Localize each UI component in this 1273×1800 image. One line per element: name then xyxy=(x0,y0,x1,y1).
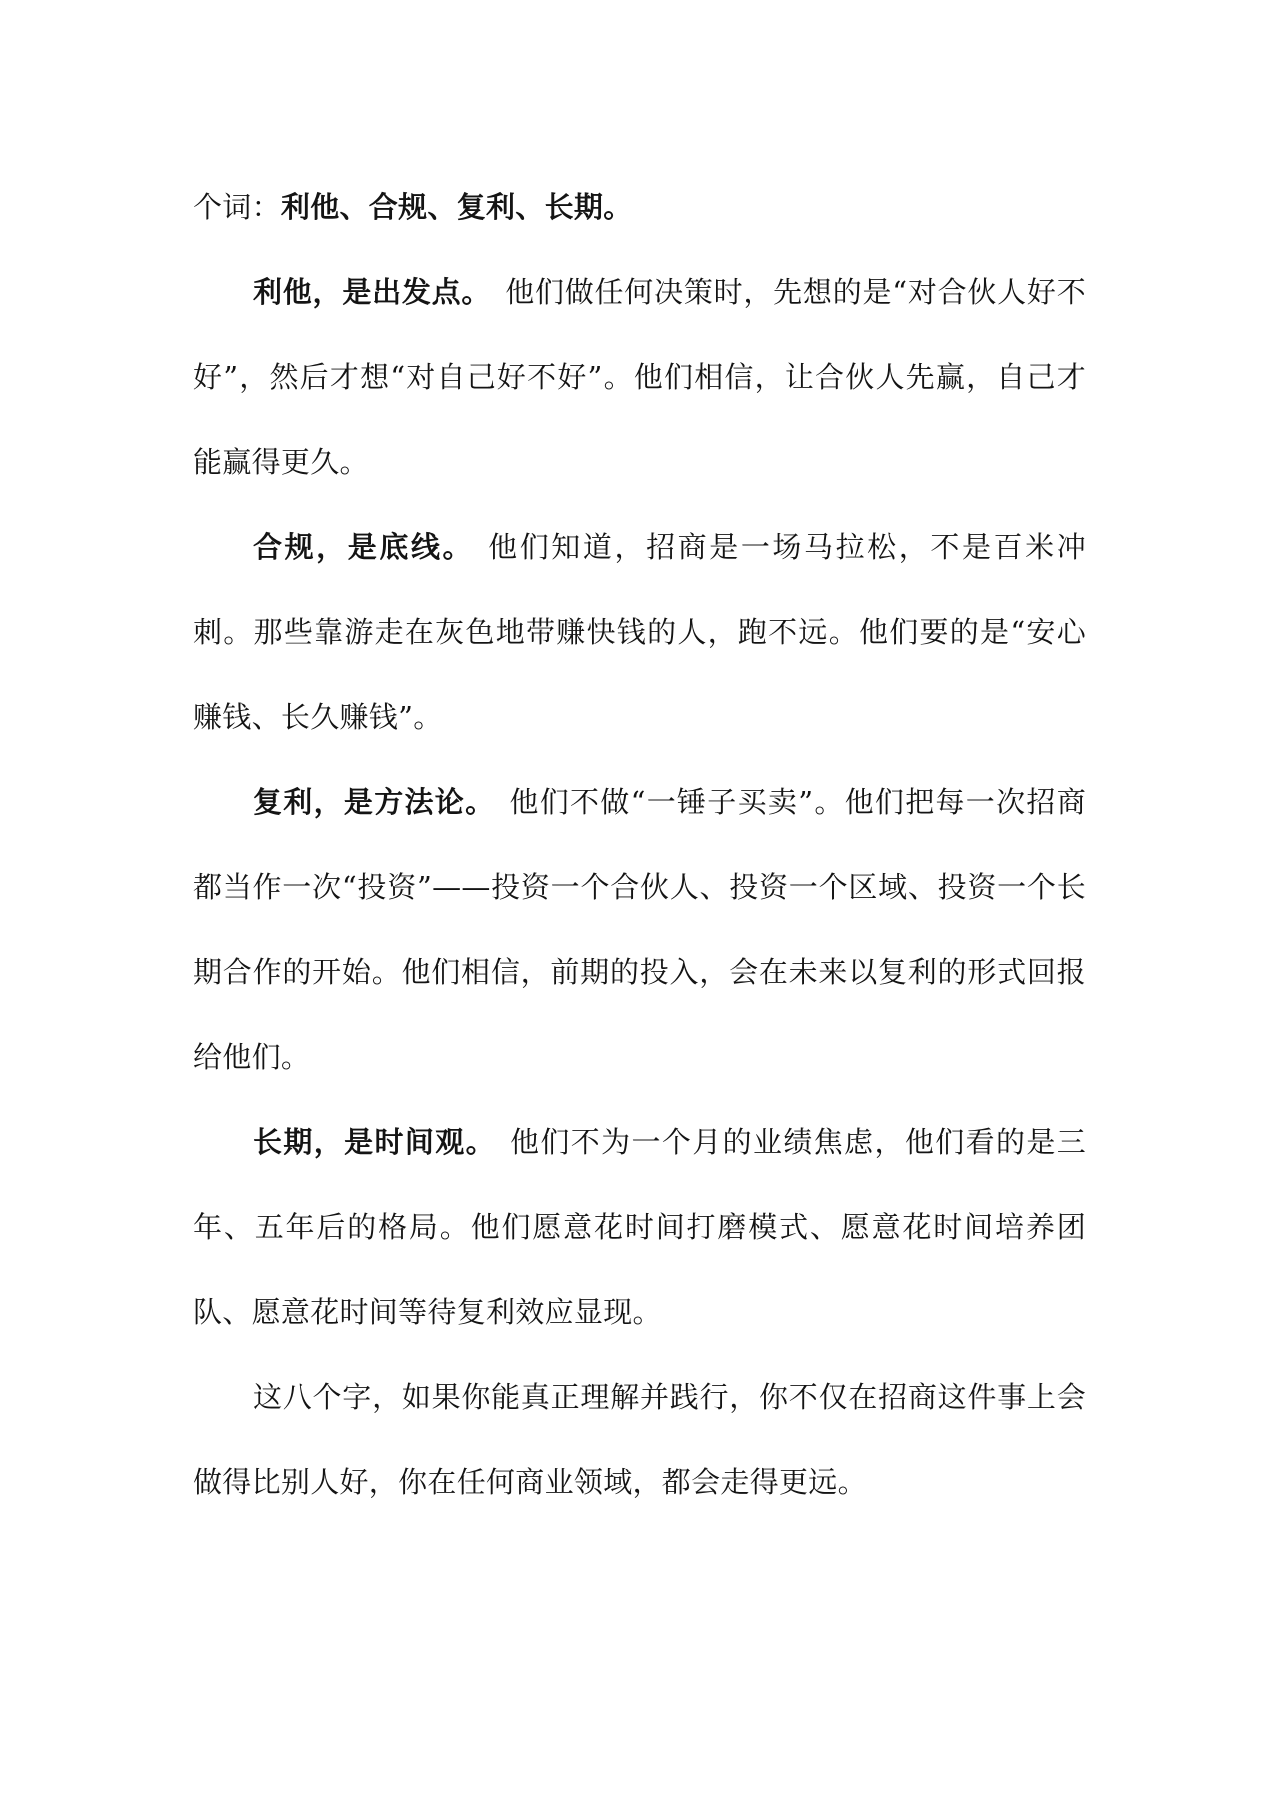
intro-keywords: 利他、合规、复利、长期。 xyxy=(280,190,633,224)
paragraph-compliance xyxy=(193,505,1086,760)
paragraph-text: 他们不做“一锤子买卖”。他们把每一次招商都当作一次“投资”——投资一个合伙人、投资一个区域、投资一个长期合作的开始。他们相信，前期的投入，会在未来以复利的形式回报给他们。 xyxy=(193,785,1086,1074)
intro-prefix: 个词： xyxy=(193,190,281,224)
closing-paragraph: 这八个字，如果你能真正理解并践行，你不仅在招商这件事上会做得比别人好，你在任何商业领域，都会走得更远。 xyxy=(193,1380,1086,1499)
paragraph-lead: 合规，是底线。 xyxy=(253,530,475,564)
paragraph-text: 他们做任何决策时，先想的是“对合伙人好不好”，然后才想“对自己好不好”。他们相信，让合伙人先赢，自己才能赢得更久。 xyxy=(193,275,1086,479)
paragraph-long-term xyxy=(193,1100,1086,1355)
paragraph-lead: 长期，是时间观。 xyxy=(253,1125,496,1159)
paragraph-lead: 复利，是方法论。 xyxy=(253,785,496,819)
paragraph-text: 他们不为一个月的业绩焦虑，他们看的是三年、五年后的格局。他们愿意花时间打磨模式、愿意花时间培养团队、愿意花时间等待复利效应显现。 xyxy=(193,1125,1086,1329)
document-body xyxy=(193,165,1086,1525)
intro-paragraph xyxy=(193,165,1086,250)
paragraph-lead: 利他，是出发点。 xyxy=(253,275,492,309)
paragraph-text: 他们知道，招商是一场马拉松，不是百米冲刺。那些靠游走在灰色地带赚快钱的人，跑不远。他们要的是“安心赚钱、长久赚钱”。 xyxy=(193,530,1087,734)
paragraph-compounding xyxy=(193,760,1086,1100)
paragraph-altruism xyxy=(193,250,1086,505)
